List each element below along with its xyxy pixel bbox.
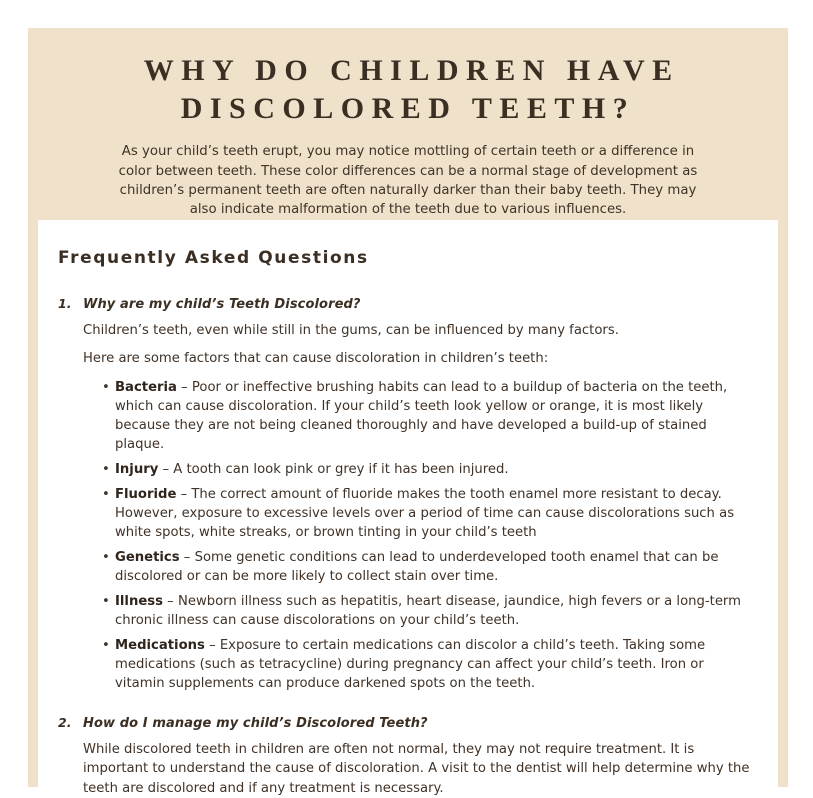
list-item [102,485,756,542]
faq-question-row [48,296,756,312]
page-title: WHY DO CHILDREN HAVE DISCOLORED TEETH? [143,54,680,126]
list-item-term: Illness [115,593,163,609]
list-item [102,592,756,630]
header-subtitle: As your child’s teeth erupt, you may notice mottling of certain teeth or a difference in color between teeth. These color differences can be a normal stage of development as children’s permanent teeth are often naturally darker than their baby teeth. They may also indicate malformation of the teeth due to various influences. [118,144,698,218]
faq-item [48,715,756,798]
faq-section [38,220,778,798]
list-item-description: – A tooth can look pink or grey if it has been injured. [158,461,509,477]
faq-answer-paragraph: While discolored teeth in children are often not normal, they may not require treatment. It is important to understand the cause of discoloration. A visit to the dentist will help determine why the teeth are discolored and if any treatment is necessary. [83,741,750,796]
faq-item [48,296,756,693]
list-item-description: – Poor or ineffective brushing habits can lead to a buildup of bacteria on the teeth, which can cause discoloration. If your child’s teeth look yellow or orange, it is most likely because they are not being cleaned thoroughly and have developed a build-up of stained plaque. [115,379,728,452]
faq-heading: Frequently Asked Questions [58,248,369,268]
list-item-term: Injury [115,461,159,477]
list-item-description: – Newborn illness such as hepatitis, heart disease, jaundice, high fevers or a long-term chronic illness can cause discolorations on your child’s teeth. [115,593,741,628]
faq-answer-paragraph: Children’s teeth, even while still in the gums, can be influenced by many factors. [83,323,619,338]
document-page [28,28,788,796]
bullet-dot-icon: • [102,379,110,395]
list-item [102,378,756,454]
list-item-term: Medications [115,637,205,653]
faq-question-text: Why are my child’s Teeth Discolored? [83,297,361,312]
list-item [102,636,756,693]
faq-question-text: How do I manage my child’s Discolored Teeth? [83,715,428,731]
bullet-dot-icon: • [102,593,110,609]
list-item-term: Bacteria [115,379,177,395]
bullet-dot-icon: • [102,461,110,477]
list-item [102,460,756,479]
faq-question-number: 1. [58,296,72,311]
faq-factor-list [48,378,756,693]
list-item-term: Genetics [115,549,180,565]
list-item-description: – Exposure to certain medications can discolor a child’s teeth. Taking some medications (such as tetracycline) during pregnancy can affect your child’s teeth. Iron or vitamin supplements can produce darkened spots on the teeth. [115,637,706,691]
list-item-description: – Some genetic conditions can lead to underdeveloped tooth enamel that can be discolored or can be more likely to collect stain over time. [115,549,719,584]
list-item-term: Fluoride [115,486,177,502]
bullet-dot-icon: • [102,549,110,565]
list-item-description: – The correct amount of fluoride makes the tooth enamel more resistant to decay. However, exposure to excessive levels over a period of time can cause discolorations such as white spots, white streaks, or brown tinting in your child’s teeth [115,486,735,540]
faq-list [48,296,756,798]
list-item [102,548,756,586]
faq-question-row [48,715,756,731]
faq-question-number: 2. [58,714,72,730]
header-banner [28,28,788,240]
bullet-dot-icon: • [102,486,110,502]
bullet-dot-icon: • [102,637,110,653]
faq-answer-paragraph: Here are some factors that can cause discoloration in children’s teeth: [83,351,549,367]
